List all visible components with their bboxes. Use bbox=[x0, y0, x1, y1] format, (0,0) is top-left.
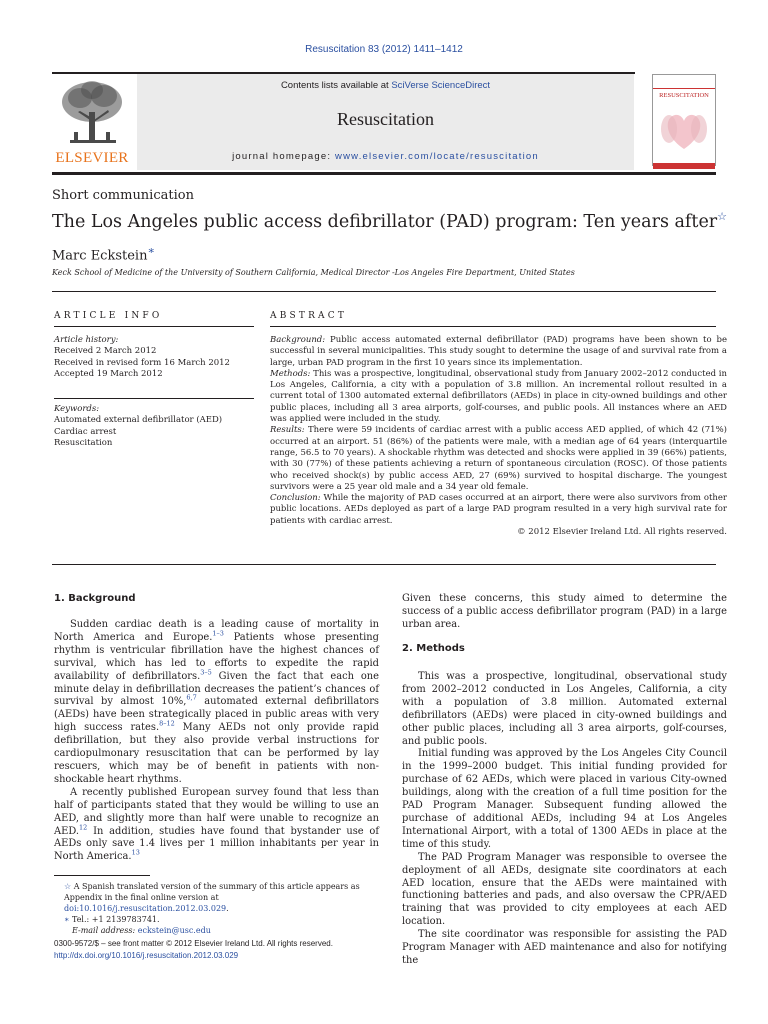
paragraph: Initial funding was approved by the Los Angeles City Council in the 1999–2000 budget. This initial funding provided for purchase of 62 AEDs, which were placed in various City-owned buildings, along with the creation of a full time position for the PAD Program Manager. Subsequent funding allowed the purchase of additional AEDs, including 94 at Los Angeles International Airport, with a total of 1300 AEDs in place at the time of this study. bbox=[402, 748, 727, 850]
abstract-heading: ABSTRACT bbox=[270, 311, 348, 321]
rule-abstract-sub bbox=[270, 326, 716, 327]
sciencedirect-link[interactable]: SciVerse ScienceDirect bbox=[391, 80, 491, 91]
paper-title-text: The Los Angeles public access defibrillator (PAD) program: Ten years after bbox=[52, 211, 718, 232]
history-received: Received 2 March 2012 bbox=[54, 346, 157, 357]
author-footnote-mark[interactable]: ∗ bbox=[147, 244, 155, 257]
heart-lungs-icon bbox=[653, 99, 715, 159]
citation-link[interactable]: 12 bbox=[79, 823, 88, 832]
keyword-item: Automated external defibrillator (AED) bbox=[54, 415, 223, 426]
footnote-translation bbox=[54, 881, 384, 914]
header-rule-bottom bbox=[52, 172, 716, 175]
journal-citation[interactable]: Resuscitation 83 (2012) 1411–1412 bbox=[305, 44, 463, 55]
article-type: Short communication bbox=[52, 188, 194, 203]
homepage-link[interactable]: www.elsevier.com/locate/resuscitation bbox=[335, 151, 539, 162]
publication-info bbox=[54, 938, 414, 962]
journal-title: Resuscitation bbox=[337, 109, 434, 129]
text: In addition, studies have found that bystander use of AEDs only save 1.4 lives per 1 million inhabitants per year in North America. bbox=[54, 825, 379, 863]
abstract-background bbox=[270, 335, 727, 369]
contents-prefix: Contents lists available at bbox=[280, 80, 392, 91]
author bbox=[52, 244, 155, 263]
section-heading-background: 1. Background bbox=[54, 593, 136, 604]
paragraph: Given these concerns, this study aimed to determine the success of a public access defibrillator program (PAD) in a large urban area. bbox=[402, 593, 727, 630]
paragraph: The site coordinator was responsible for assisting the PAD Program Manager with AED maintenance and also for notifying the bbox=[402, 929, 727, 966]
abstract-text: Public access automated external defibrillator (PAD) programs have been shown to be successful in several municipalities. This study sought to determine the usage of and survival rate from a large, urban PAD program in the first 10 years since its implementation. bbox=[270, 335, 727, 368]
text: Given the fact that each one minute delay in defibrillation decreases the patient’s chances of survival by almost 10%, bbox=[54, 670, 379, 708]
text: automated external defibrillators (AEDs) have been strategically placed in public areas with very high success rates. bbox=[54, 696, 379, 734]
keywords bbox=[54, 404, 254, 449]
affiliation: Keck School of Medicine of the University of Southern California, Medical Director -Los Angeles Fire Department, United States bbox=[52, 268, 575, 277]
author-name: Marc Eckstein bbox=[52, 248, 148, 264]
doi-url-link[interactable]: http://dx.doi.org/10.1016/j.resuscitation.2012.03.029 bbox=[54, 951, 239, 960]
abstract-text: There were 59 incidents of cardiac arrest with a public access AED applied, of which 42 (71%) occurred at an airport. 51 (86%) of the patients were male, with a median age of 64 years (interquartile range, 56.5 to 70 years). A shockable rhythm was detected and shocks were applied in 39 (66%) patients, with 30 (77%) of these patients achieving a return of spontaneous circulation (ROSC). Of those patients who received shock(s) by public access AED, 27 (69%) survived to hospital discharge. The youngest survivors were a 25 year old male and a 34 year old female. bbox=[270, 425, 727, 492]
text: . bbox=[226, 904, 229, 913]
paragraph: This was a prospective, longitudinal, observational study from 2002–2012 conducted in Los Angeles, California, a city with a population of 3.8 million. Automated external defibrillators (AEDs) were placed in city-owned buildings and other public places, including all 3 area airports, golf-courses, and public pools. bbox=[402, 671, 727, 747]
citation-link[interactable]: 1–3 bbox=[212, 629, 224, 638]
cover-title: RESUSCITATION bbox=[659, 92, 709, 99]
abstract-text: This was a prospective, longitudinal, observational study from January 2002–2012 conducted in Los Angeles, California, a city with a population of 3.8 million. An incremental rollout resulted in a current total of 1300 automated external defibrillators (AEDs) in place in city-owned buildings and other public places, including all 3 area airports, golf-courses, and public pools. All instances where an AED was applied were included in the study. bbox=[270, 368, 727, 425]
email-label: E-mail address: bbox=[72, 926, 136, 935]
citation-link[interactable]: 6,7 bbox=[186, 694, 197, 703]
abstract-methods bbox=[270, 369, 727, 425]
footnotes bbox=[54, 881, 384, 936]
abstract-copyright: © 2012 Elsevier Ireland Ltd. All rights reserved. bbox=[517, 527, 727, 538]
citation-link[interactable]: 3–5 bbox=[200, 668, 212, 677]
footnote-email bbox=[54, 925, 384, 936]
journal-homepage bbox=[137, 151, 634, 162]
history-label: Article history: bbox=[54, 335, 119, 345]
abstract-body bbox=[270, 335, 727, 538]
text: Many AEDs not only provide rapid defibrillation, but they also provide verbal instructions for cardiopulmonary resuscitation that can be performed by lay rescuers, which may be of benefit in patients with non-shockable heart rhythms. bbox=[54, 722, 379, 785]
elsevier-wordmark[interactable]: ELSEVIER bbox=[55, 150, 129, 166]
abstract-text: While the majority of PAD cases occurred at an airport, there were also survivors from other public locations. AEDs deployed as part of a large PAD program resulted in a very high survival rate for patients with cardiac arrest. bbox=[270, 493, 727, 526]
history-revised: Received in revised form 16 March 2012 bbox=[54, 357, 230, 368]
body-right-intro bbox=[402, 593, 727, 632]
body-left-column bbox=[54, 619, 379, 864]
abstract-label: Conclusion: bbox=[270, 493, 321, 504]
text: Sudden cardiac death is a leading cause of mortality in North America and Europe. bbox=[54, 619, 379, 643]
article-history bbox=[54, 335, 254, 380]
footnote-mark: ☆ bbox=[64, 882, 72, 891]
footnote-rule bbox=[54, 875, 150, 876]
email-link[interactable]: eckstein@usc.edu bbox=[137, 926, 211, 935]
citation-link[interactable]: 13 bbox=[131, 849, 140, 858]
rule-keywords bbox=[54, 398, 254, 399]
rule-info-sub bbox=[54, 326, 254, 327]
abstract-label: Results: bbox=[270, 425, 305, 436]
footnote-phone bbox=[54, 914, 384, 925]
homepage-prefix: journal homepage: bbox=[232, 151, 336, 162]
text: Patients whose presenting rhythm is ventricular fibrillation have the highest chances of survival, which has led to efforts to expedite the rapid availability of defibrillators. bbox=[54, 631, 379, 682]
paragraph: The PAD Program Manager was responsible to oversee the deployment of all AEDs, designate site coordinators at each AED location, ensure that the AEDs were maintained with functioning batteries and pads, and also oversaw the CPR/AED training that was provided to city employees at each AED location. bbox=[402, 851, 727, 928]
keyword-item: Resuscitation bbox=[54, 437, 113, 448]
text: A Spanish translated version of the summary of this article appears as Appendix in the final online version at bbox=[64, 882, 360, 902]
footnote-mark: ∗ bbox=[64, 915, 70, 924]
article-info-heading: ARTICLE INFO bbox=[54, 311, 163, 321]
paragraph bbox=[54, 787, 379, 864]
section-heading-methods: 2. Methods bbox=[402, 643, 465, 654]
body-right-column bbox=[402, 671, 727, 968]
title-footnote-mark[interactable]: ☆ bbox=[717, 210, 728, 223]
rule-abstract-end bbox=[52, 564, 716, 565]
paragraph bbox=[54, 619, 379, 787]
abstract-conclusion bbox=[270, 493, 727, 527]
text: Tel.: +1 2139783741. bbox=[69, 915, 160, 924]
abstract-label: Background: bbox=[270, 335, 326, 345]
abstract-label: Methods: bbox=[270, 368, 311, 379]
journal-cover-thumbnail[interactable] bbox=[652, 74, 716, 166]
history-accepted: Accepted 19 March 2012 bbox=[54, 368, 163, 379]
abstract-results bbox=[270, 425, 727, 493]
doi-link[interactable]: doi:10.1016/j.resuscitation.2012.03.029 bbox=[64, 904, 227, 913]
contents-line bbox=[137, 80, 634, 91]
citation-link[interactable]: 8–12 bbox=[159, 719, 175, 728]
rule-article-info bbox=[52, 291, 716, 292]
text: A recently published European survey found that less than half of participants stated that they would be willing to use an AED, and slightly more than half were unable to recognize an AED. bbox=[54, 786, 379, 837]
keywords-label: Keywords: bbox=[54, 404, 100, 414]
issn-line: 0300-9572/$ – see front matter © 2012 Elsevier Ireland Ltd. All rights reserved. bbox=[54, 939, 333, 948]
keyword-item: Cardiac arrest bbox=[54, 426, 117, 437]
paper-title bbox=[52, 210, 727, 232]
